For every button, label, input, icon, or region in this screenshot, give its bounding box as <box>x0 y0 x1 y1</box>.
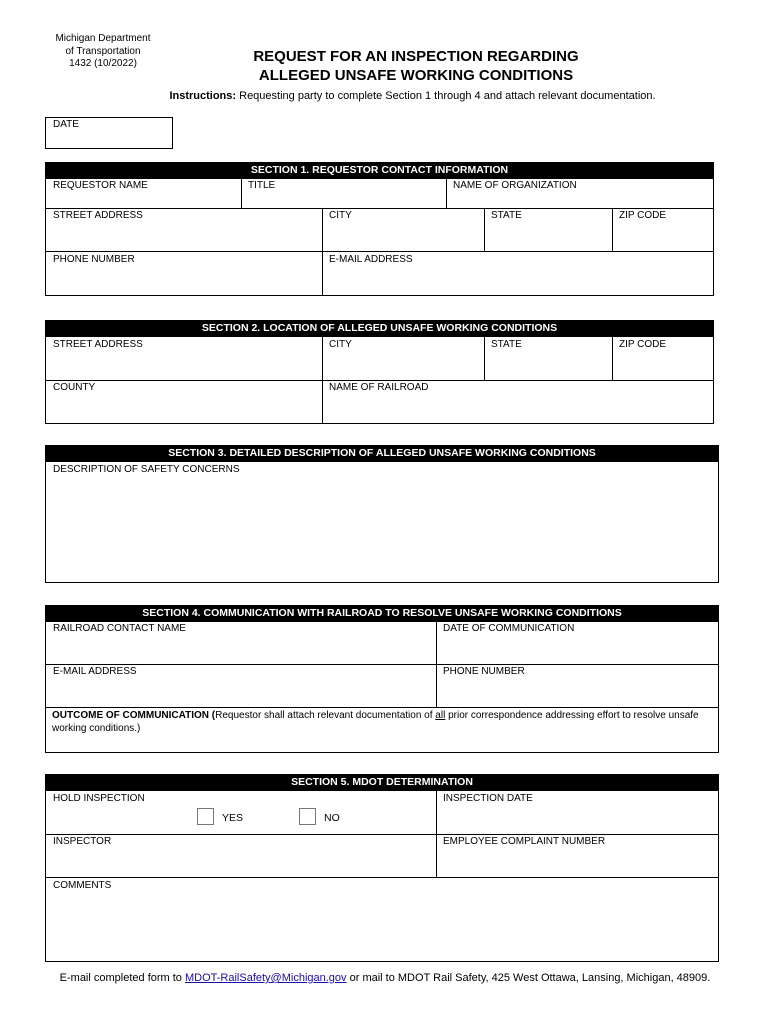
agency-name-line2: of Transportation <box>65 45 141 57</box>
divider <box>436 621 437 708</box>
location-street-label: STREET ADDRESS <box>53 339 143 350</box>
description-textarea[interactable] <box>51 478 713 578</box>
railroad-name-input[interactable] <box>327 398 709 418</box>
requestor-title-label: TITLE <box>248 180 276 191</box>
divider <box>45 834 719 835</box>
outcome-label <box>52 709 714 735</box>
inspector-input[interactable] <box>51 853 431 873</box>
complaint-number-label: EMPLOYEE COMPLAINT NUMBER <box>443 836 606 847</box>
divider <box>45 707 719 708</box>
yes-checkbox[interactable] <box>197 808 214 825</box>
footer-text-before: E-mail completed form to <box>59 972 185 984</box>
divider <box>322 336 323 424</box>
divider <box>484 208 485 252</box>
footer <box>20 972 750 984</box>
comments-textarea[interactable] <box>51 895 713 957</box>
email-link[interactable]: MDOT-RailSafety@Michigan.gov <box>184 972 347 984</box>
railroad-email-label: E-MAIL ADDRESS <box>53 666 137 677</box>
requestor-street-input[interactable] <box>51 226 317 246</box>
comments-label: COMMENTS <box>53 880 112 891</box>
railroad-contact-input[interactable] <box>51 640 431 660</box>
footer-text-after: or mail to MDOT Rail Safety, 425 West Ottawa, Lansing, Michigan, 48909. <box>346 972 711 984</box>
title-line2: ALLEGED UNSAFE WORKING CONDITIONS <box>258 66 574 84</box>
outcome-textarea[interactable] <box>51 736 713 750</box>
railroad-phone-input[interactable] <box>441 683 713 703</box>
divider <box>322 208 323 296</box>
location-city-label: CITY <box>329 339 352 350</box>
railroad-contact-label: RAILROAD CONTACT NAME <box>53 623 186 634</box>
county-input[interactable] <box>51 398 317 418</box>
date-input[interactable] <box>52 132 167 146</box>
divider <box>45 251 714 252</box>
divider <box>45 380 714 381</box>
yes-label: YES <box>222 812 244 824</box>
requestor-phone-label: PHONE NUMBER <box>53 254 135 265</box>
location-zip-input[interactable] <box>617 356 709 376</box>
instructions-label: Instructions: <box>169 90 237 102</box>
no-checkbox[interactable] <box>299 808 316 825</box>
hold-inspection-label: HOLD INSPECTION <box>53 793 145 804</box>
divider <box>45 208 714 209</box>
form-number: 1432 (10/2022) <box>69 58 137 69</box>
complaint-number-input[interactable] <box>441 853 713 873</box>
outcome-text-b: prior correspondence addressing effort to resolve unsafe working conditions.) <box>52 710 699 734</box>
inspection-date-input[interactable] <box>441 810 713 830</box>
divider <box>612 336 613 381</box>
requestor-city-input[interactable] <box>327 226 479 246</box>
location-city-input[interactable] <box>327 356 479 376</box>
requestor-name-label: REQUESTOR NAME <box>53 180 148 191</box>
railroad-phone-label: PHONE NUMBER <box>443 666 525 677</box>
requestor-state-label: STATE <box>491 210 522 221</box>
outcome-text-all: all <box>435 710 446 721</box>
divider <box>45 664 719 665</box>
date-label: DATE <box>53 119 79 130</box>
agency-name-line1: Michigan Department <box>55 33 151 44</box>
requestor-name-input[interactable] <box>51 193 237 207</box>
description-label: DESCRIPTION OF SAFETY CONCERNS <box>53 464 240 475</box>
requestor-phone-input[interactable] <box>51 270 317 290</box>
railroad-name-label: NAME OF RAILROAD <box>329 382 429 393</box>
inspector-label: INSPECTOR <box>53 836 112 847</box>
agency-block <box>40 33 166 71</box>
divider <box>484 336 485 381</box>
requestor-email-label: E-MAIL ADDRESS <box>329 254 413 265</box>
location-street-input[interactable] <box>51 356 317 376</box>
organization-input[interactable] <box>451 193 709 207</box>
requestor-state-input[interactable] <box>489 226 607 246</box>
divider <box>446 178 447 209</box>
divider <box>612 208 613 252</box>
title-line1: REQUEST FOR AN INSPECTION REGARDING <box>253 48 579 65</box>
page-title <box>190 48 642 85</box>
section2-header: SECTION 2. LOCATION OF ALLEGED UNSAFE WORKING CONDITIONS <box>45 320 714 337</box>
requestor-zip-input[interactable] <box>617 226 709 246</box>
communication-date-input[interactable] <box>441 640 713 660</box>
communication-date-label: DATE OF COMMUNICATION <box>443 623 575 634</box>
county-label: COUNTY <box>53 382 96 393</box>
no-label: NO <box>324 812 340 824</box>
section5-header: SECTION 5. MDOT DETERMINATION <box>45 774 719 791</box>
section4-header: SECTION 4. COMMUNICATION WITH RAILROAD TO RESOLVE UNSAFE WORKING CONDITIONS <box>45 605 719 622</box>
organization-label: NAME OF ORGANIZATION <box>453 180 577 191</box>
location-zip-label: ZIP CODE <box>619 339 667 350</box>
location-state-label: STATE <box>491 339 522 350</box>
outcome-text-a: Requestor shall attach relevant documentation of <box>215 710 436 721</box>
instructions <box>40 90 770 102</box>
outcome-label-bold: OUTCOME OF COMMUNICATION ( <box>52 710 216 721</box>
requestor-street-label: STREET ADDRESS <box>53 210 143 221</box>
location-state-input[interactable] <box>489 356 607 376</box>
section1-header: SECTION 1. REQUESTOR CONTACT INFORMATION <box>45 162 714 179</box>
railroad-email-input[interactable] <box>51 683 431 703</box>
divider <box>241 178 242 209</box>
inspection-date-label: INSPECTION DATE <box>443 793 533 804</box>
divider <box>45 877 719 878</box>
divider <box>436 790 437 878</box>
instructions-text: Requesting party to complete Section 1 through 4 and attach relevant documentation. <box>236 90 656 102</box>
requestor-zip-label: ZIP CODE <box>619 210 667 221</box>
requestor-city-label: CITY <box>329 210 352 221</box>
section3-header: SECTION 3. DETAILED DESCRIPTION OF ALLEGED UNSAFE WORKING CONDITIONS <box>45 445 719 462</box>
requestor-title-input[interactable] <box>246 193 442 207</box>
requestor-email-input[interactable] <box>327 270 709 290</box>
